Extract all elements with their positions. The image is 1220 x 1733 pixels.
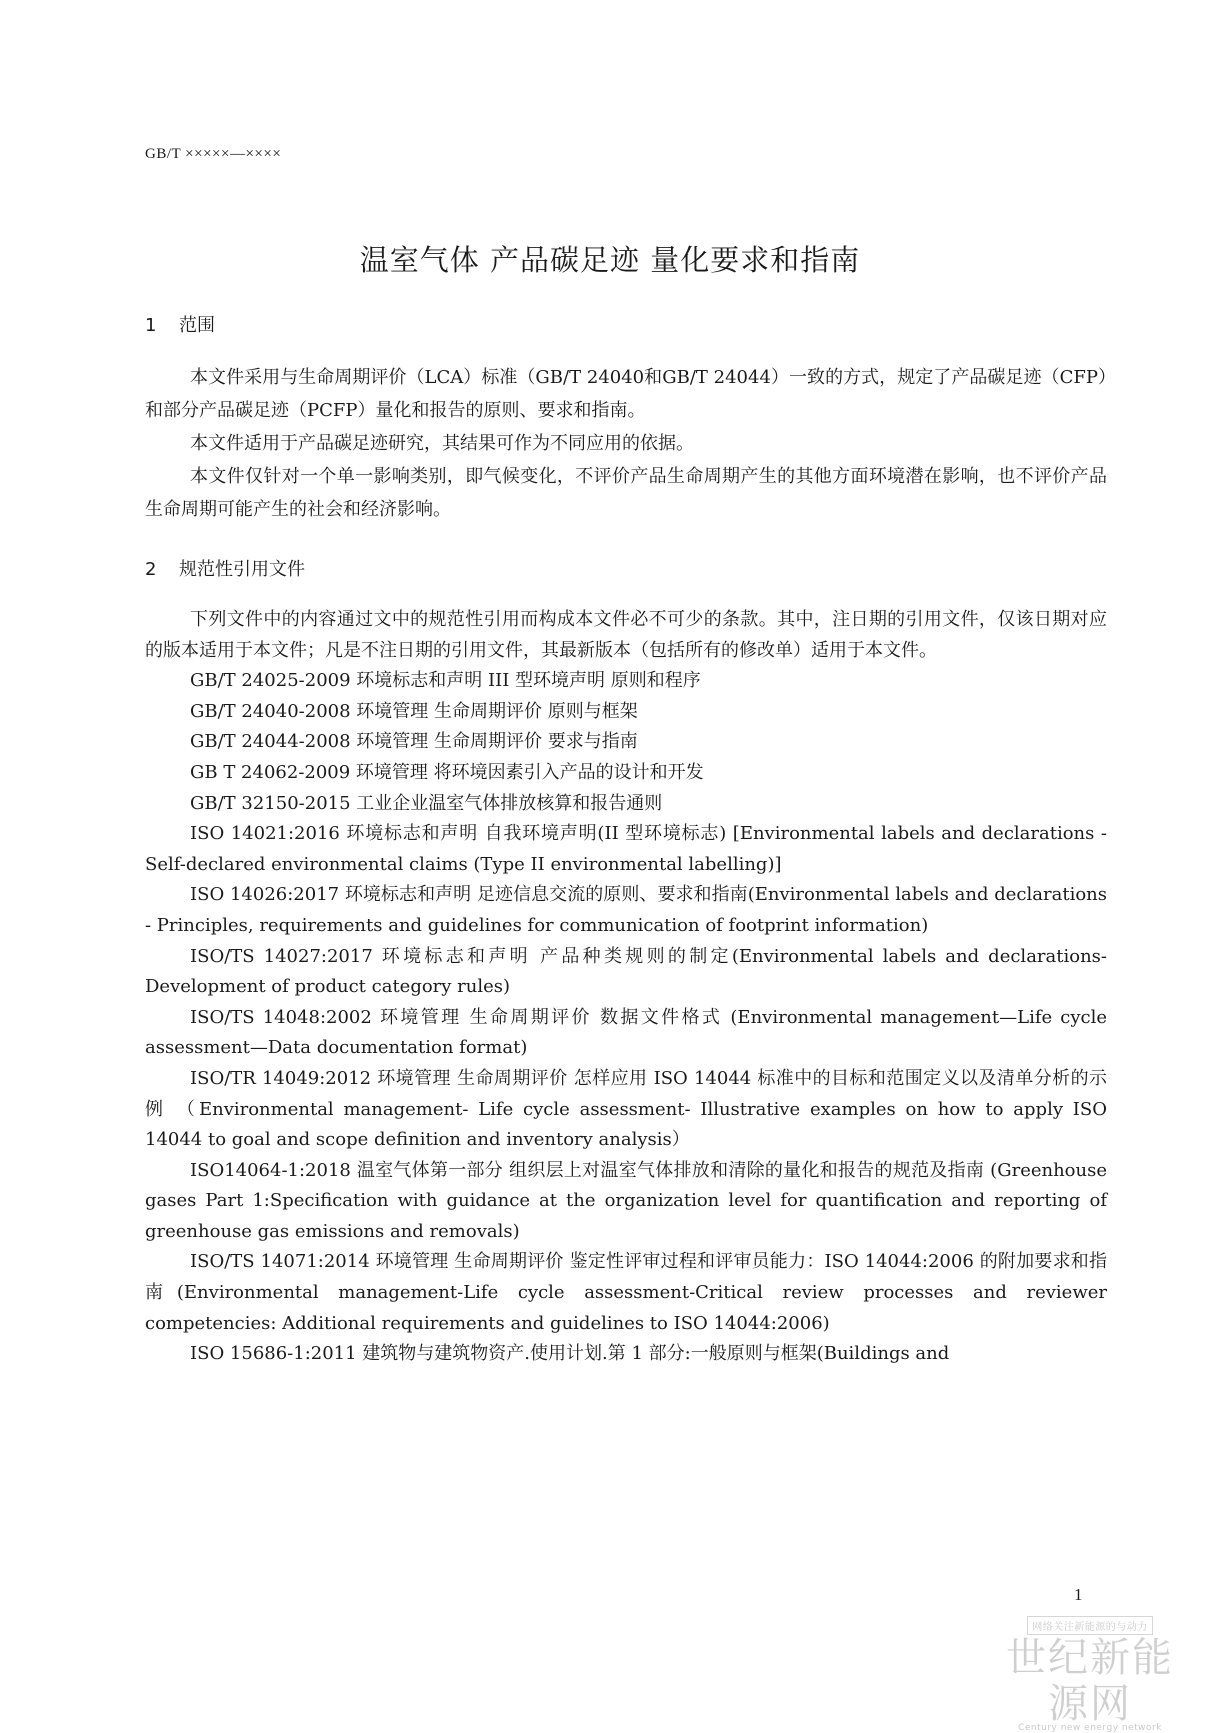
section-number: 1 (145, 315, 157, 336)
watermark-main-text: 世纪新能源网 (1006, 1635, 1174, 1727)
reference-item: GB/T 24025-2009 环境标志和声明 III 型环境声明 原则和程序 (190, 670, 701, 692)
reference-item: ISO 14021:2016 环境标志和声明 自我环境声明(II 型环境标志) [Environmental labels and declarations - Self-declared environmental claims (Type II environmental labelling)] (145, 823, 1107, 875)
section-2-heading (145, 555, 305, 581)
reference-item: ISO/TS 14027:2017 环境标志和声明 产品种类规则的制定(Environmental labels and declarations-Development of product category rules) (145, 945, 1107, 998)
page-number: 1 (1074, 1585, 1083, 1604)
section-number: 2 (145, 559, 157, 580)
paragraph: 本文件采用与生命周期评价（LCA）标准（GB/T 24040和GB/T 24044）一致的方式，规定了产品碳足迹（CFP）和部分产品碳足迹（PCFP）量化和报告的原则、要求和指南。 (145, 367, 1107, 421)
reference-item: ISO 15686-1:2011 建筑物与建筑物资产.使用计划.第 1 部分:一般原则与框架(Buildings and (190, 1343, 950, 1365)
reference-item: GB/T 32150-2015 工业企业温室气体排放核算和报告通则 (190, 792, 663, 814)
reference-item: GB T 24062-2009 环境管理 将环境因素引入产品的设计和开发 (190, 761, 704, 783)
standard-code-header: GB/T ×××××—×××× (145, 146, 282, 162)
reference-item: ISO 14026:2017 环境标志和声明 足迹信息交流的原则、要求和指南(Environmental labels and declarations - Principles, requirements and guidelines for communication of footprint information) (145, 884, 1107, 936)
paragraph: 本文件仅针对一个单一影响类别，即气候变化，不评价产品生命周期产生的其他方面环境潜在影响，也不评价产品生命周期可能产生的社会和经济影响。 (145, 466, 1107, 520)
reference-item: ISO/TR 14049:2012 环境管理 生命周期评价 怎样应用 ISO 14044 标准中的目标和范围定义以及清单分析的示例 （Environmental management- Life cycle assessment- Illustrative examples on how to apply ISO 14044 to goal and scope definition and inventory analysis） (145, 1067, 1107, 1151)
watermark-small-text: 网络关注新能源的与动力 (1027, 1616, 1153, 1635)
reference-item: GB/T 24044-2008 环境管理 生命周期评价 要求与指南 (190, 731, 638, 753)
watermark-logo (990, 1615, 1190, 1733)
section-title: 范围 (179, 315, 215, 336)
reference-item: ISO/TS 14071:2014 环境管理 生命周期评价 鉴定性评审过程和评审员能力：ISO 14044:2006 的附加要求和指南(Environmental management-Life cycle assessment-Critical review processes and reviewer competencies: Additional requirements and guidelines to ISO 14044:2006) (145, 1251, 1107, 1334)
section-2-body (145, 605, 1107, 1370)
section-1-heading (145, 311, 215, 337)
watermark-english-text: Century new energy network (1018, 1723, 1162, 1733)
section-title: 规范性引用文件 (179, 559, 305, 580)
reference-item: GB/T 24040-2008 环境管理 生命周期评价 原则与框架 (190, 700, 638, 722)
paragraph: 本文件适用于产品碳足迹研究，其结果可作为不同应用的依据。 (190, 433, 694, 454)
reference-item: ISO/TS 14048:2002 环境管理 生命周期评价 数据文件格式 (Environmental management—Life cycle assessment—Data documentation format) (145, 1006, 1107, 1059)
section-1-body (145, 361, 1107, 526)
paragraph: 下列文件中的内容通过文中的规范性引用而构成本文件必不可少的条款。其中，注日期的引用文件，仅该日期对应的版本适用于本文件；凡是不注日期的引用文件，其最新版本（包括所有的修改单）适用于本文件。 (145, 609, 1107, 661)
document-title: 温室气体 产品碳足迹 量化要求和指南 (359, 243, 861, 277)
reference-item: ISO14064-1:2018 温室气体第一部分 组织层上对温室气体排放和清除的量化和报告的规范及指南 (Greenhouse gases Part 1:Specification with guidance at the organization level for quantification and reporting of greenhouse gas emissions and removals) (145, 1159, 1107, 1242)
